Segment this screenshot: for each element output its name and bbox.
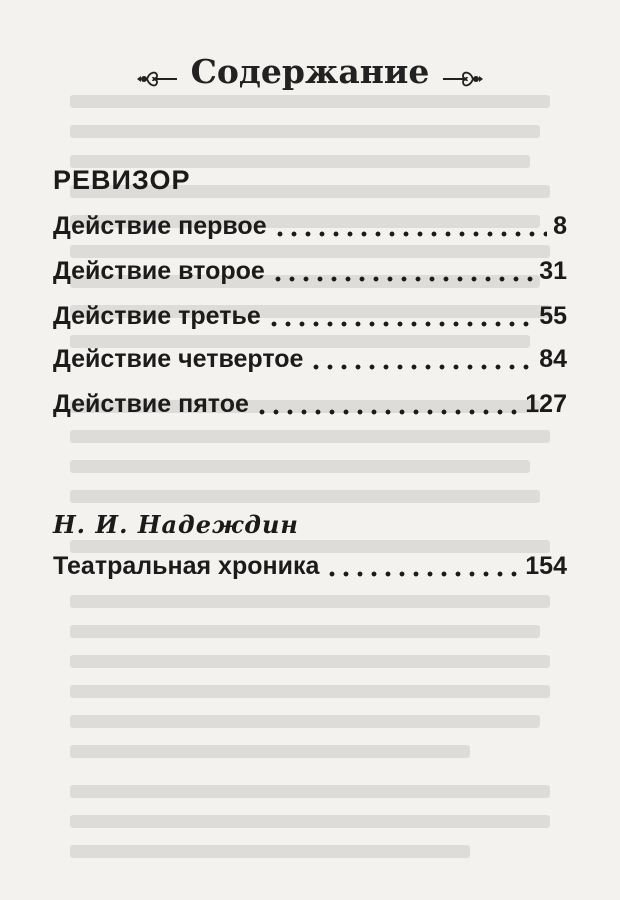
- toc-entry[interactable]: [53, 257, 567, 286]
- toc-entry-page: 55: [539, 302, 567, 330]
- toc-entry-label: Театральная хроника: [53, 552, 320, 580]
- toc-entry[interactable]: [53, 302, 567, 331]
- toc-entry-label: Действие третье: [53, 302, 261, 330]
- toc-heading-text: Содержание: [190, 52, 430, 91]
- toc-entry-label: Действие второе: [53, 257, 265, 285]
- toc-entry-label: Действие первое: [53, 212, 267, 240]
- toc-entry-page: 154: [525, 552, 567, 580]
- leader-dots: [271, 276, 533, 282]
- ornament-flourish-icon: [135, 60, 179, 84]
- toc-entry-label: Действие четвертое: [53, 345, 304, 373]
- leader-dots: [273, 231, 547, 237]
- leader-dots: [255, 409, 519, 415]
- toc-entry[interactable]: [53, 345, 567, 374]
- leader-dots: [309, 364, 533, 370]
- toc-entry-page: 31: [539, 257, 567, 285]
- section-title-revizor: РЕВИЗОР: [53, 165, 191, 195]
- toc-entry[interactable]: [53, 552, 567, 581]
- toc-entry[interactable]: [53, 212, 567, 241]
- leader-dots: [325, 571, 519, 577]
- toc-entry-page: 127: [525, 390, 567, 418]
- section-title-nadezhdin: Н. И. Надеждин: [53, 510, 299, 539]
- toc-entry[interactable]: [53, 390, 567, 419]
- leader-dots: [267, 321, 533, 327]
- toc-heading: [135, 52, 486, 91]
- toc-entry-label: Действие пятое: [53, 390, 249, 418]
- toc-entry-page: 84: [539, 345, 567, 373]
- toc-heading-wrap: [0, 52, 620, 96]
- toc-entry-page: 8: [553, 212, 567, 240]
- ornament-flourish-icon: [441, 60, 485, 84]
